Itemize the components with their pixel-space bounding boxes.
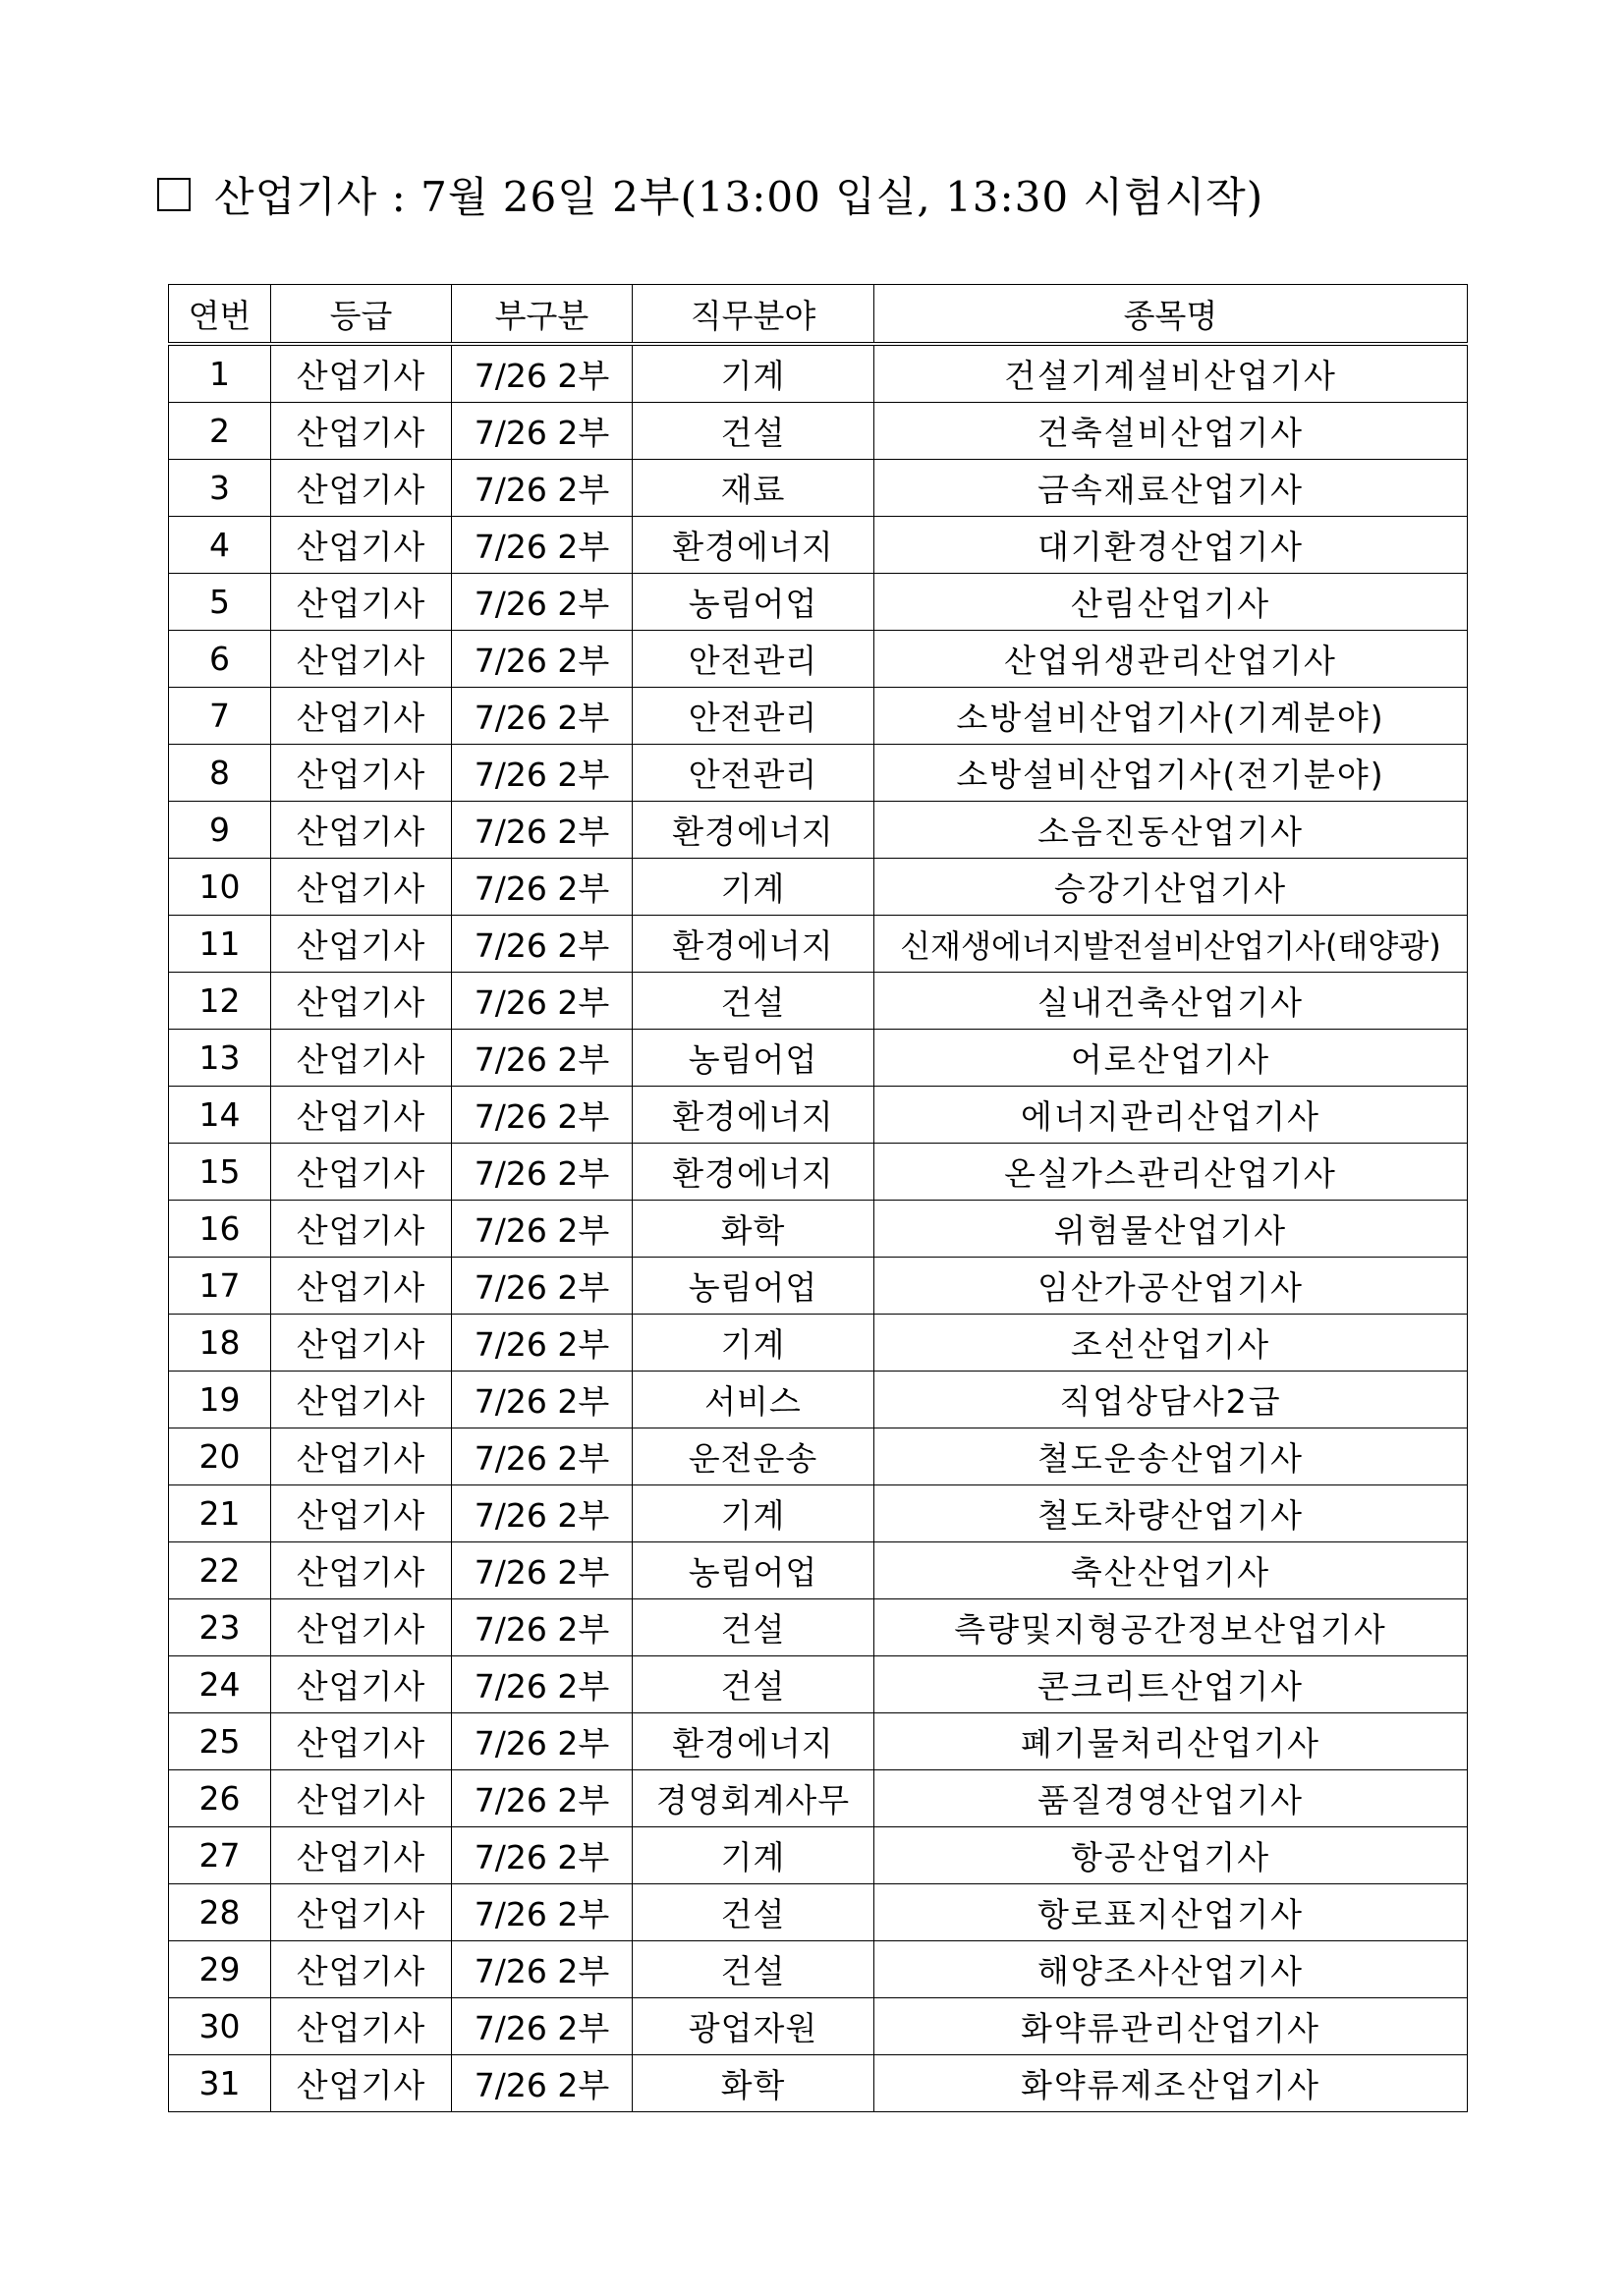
cell-no: 19 [169,1372,271,1428]
cell-grade: 산업기사 [271,1941,452,1998]
cell-field: 건설 [633,1599,874,1656]
cell-field: 기계 [633,1827,874,1884]
table-row [169,1087,1468,1144]
cell-grade: 산업기사 [271,631,452,688]
cell-name: 직업상담사2급 [874,1372,1468,1428]
cell-name: 해양조사산업기사 [874,1941,1468,1998]
cell-field: 건설 [633,973,874,1030]
cell-no: 17 [169,1258,271,1315]
cell-name: 건설기계설비산업기사 [874,344,1468,403]
cell-name: 산림산업기사 [874,574,1468,631]
cell-grade: 산업기사 [271,1884,452,1941]
cell-session: 7/26 2부 [452,802,633,859]
cell-no: 8 [169,745,271,802]
cell-session: 7/26 2부 [452,1884,633,1941]
table-row [169,1428,1468,1485]
cell-grade: 산업기사 [271,1087,452,1144]
cell-no: 18 [169,1315,271,1372]
cell-session: 7/26 2부 [452,1713,633,1770]
table-row [169,1542,1468,1599]
cell-field: 환경에너지 [633,517,874,574]
cell-field: 농림어업 [633,1542,874,1599]
table-row [169,517,1468,574]
cell-name: 축산산업기사 [874,1542,1468,1599]
cell-session: 7/26 2부 [452,1030,633,1087]
cell-name: 대기환경산업기사 [874,517,1468,574]
cell-no: 9 [169,802,271,859]
cell-no: 21 [169,1485,271,1542]
table-row [169,1941,1468,1998]
cell-session: 7/26 2부 [452,1599,633,1656]
cell-session: 7/26 2부 [452,2055,633,2112]
cell-session: 7/26 2부 [452,1258,633,1315]
cell-grade: 산업기사 [271,517,452,574]
cell-field: 안전관리 [633,631,874,688]
column-header-no: 연번 [169,285,271,345]
table-header [169,285,1468,345]
table-row [169,1030,1468,1087]
cell-field: 환경에너지 [633,916,874,973]
cell-grade: 산업기사 [271,2055,452,2112]
cell-no: 3 [169,460,271,517]
cell-session: 7/26 2부 [452,745,633,802]
cell-no: 16 [169,1201,271,1258]
table-row [169,802,1468,859]
cell-grade: 산업기사 [271,1713,452,1770]
cell-name: 신재생에너지발전설비산업기사(태양광) [874,916,1468,973]
cell-no: 4 [169,517,271,574]
table-row [169,688,1468,745]
column-header-session: 부구분 [452,285,633,345]
cell-field: 경영회계사무 [633,1770,874,1827]
table-row [169,1998,1468,2055]
cell-session: 7/26 2부 [452,1201,633,1258]
cell-no: 27 [169,1827,271,1884]
cell-session: 7/26 2부 [452,1372,633,1428]
cell-field: 재료 [633,460,874,517]
cell-name: 소음진동산업기사 [874,802,1468,859]
cell-session: 7/26 2부 [452,1770,633,1827]
table-row [169,859,1468,916]
cell-field: 안전관리 [633,688,874,745]
cell-no: 31 [169,2055,271,2112]
table-row [169,1770,1468,1827]
cell-grade: 산업기사 [271,344,452,403]
checkbox-square-icon [157,178,191,211]
table-body [169,344,1468,2112]
cell-session: 7/26 2부 [452,344,633,403]
cell-grade: 산업기사 [271,1372,452,1428]
cell-field: 건설 [633,1884,874,1941]
column-header-grade: 등급 [271,285,452,345]
cell-grade: 산업기사 [271,745,452,802]
cell-session: 7/26 2부 [452,403,633,460]
table-row [169,1144,1468,1201]
cell-session: 7/26 2부 [452,1827,633,1884]
cell-field: 건설 [633,1656,874,1713]
cell-name: 항공산업기사 [874,1827,1468,1884]
cell-grade: 산업기사 [271,1030,452,1087]
cell-grade: 산업기사 [271,1201,452,1258]
cell-field: 농림어업 [633,1030,874,1087]
table-row [169,1599,1468,1656]
cell-grade: 산업기사 [271,916,452,973]
cell-session: 7/26 2부 [452,1656,633,1713]
cell-no: 24 [169,1656,271,1713]
cell-grade: 산업기사 [271,1144,452,1201]
cell-no: 23 [169,1599,271,1656]
header-row [169,285,1468,345]
cell-name: 위험물산업기사 [874,1201,1468,1258]
cell-session: 7/26 2부 [452,688,633,745]
table-row [169,344,1468,403]
table-row [169,1827,1468,1884]
cell-grade: 산업기사 [271,1656,452,1713]
table-row [169,631,1468,688]
cell-field: 건설 [633,403,874,460]
cell-session: 7/26 2부 [452,460,633,517]
table-row [169,460,1468,517]
cell-grade: 산업기사 [271,1599,452,1656]
cell-session: 7/26 2부 [452,1315,633,1372]
cell-field: 기계 [633,344,874,403]
cell-name: 임산가공산업기사 [874,1258,1468,1315]
cell-session: 7/26 2부 [452,1941,633,1998]
cell-no: 30 [169,1998,271,2055]
cell-session: 7/26 2부 [452,631,633,688]
table-row [169,745,1468,802]
cell-name: 소방설비산업기사(전기분야) [874,745,1468,802]
cell-name: 에너지관리산업기사 [874,1087,1468,1144]
cell-field: 건설 [633,1941,874,1998]
cell-session: 7/26 2부 [452,859,633,916]
cell-name: 금속재료산업기사 [874,460,1468,517]
cell-no: 11 [169,916,271,973]
cell-name: 콘크리트산업기사 [874,1656,1468,1713]
cell-session: 7/26 2부 [452,1428,633,1485]
cell-name: 산업위생관리산업기사 [874,631,1468,688]
cell-name: 어로산업기사 [874,1030,1468,1087]
cell-grade: 산업기사 [271,859,452,916]
cell-field: 환경에너지 [633,1713,874,1770]
table-row [169,1884,1468,1941]
cell-no: 6 [169,631,271,688]
cell-session: 7/26 2부 [452,1998,633,2055]
cell-no: 14 [169,1087,271,1144]
cell-no: 25 [169,1713,271,1770]
table-row [169,1485,1468,1542]
cell-no: 22 [169,1542,271,1599]
table-row [169,1315,1468,1372]
table-row [169,973,1468,1030]
cell-session: 7/26 2부 [452,1542,633,1599]
cell-name: 실내건축산업기사 [874,973,1468,1030]
cell-session: 7/26 2부 [452,517,633,574]
cell-no: 12 [169,973,271,1030]
cell-name: 온실가스관리산업기사 [874,1144,1468,1201]
column-header-field: 직무분야 [633,285,874,345]
cell-name: 폐기물처리산업기사 [874,1713,1468,1770]
cell-field: 기계 [633,859,874,916]
cell-grade: 산업기사 [271,574,452,631]
cell-name: 건축설비산업기사 [874,403,1468,460]
cell-no: 1 [169,344,271,403]
cell-no: 20 [169,1428,271,1485]
cell-grade: 산업기사 [271,1998,452,2055]
cell-field: 환경에너지 [633,1144,874,1201]
cell-field: 기계 [633,1485,874,1542]
table-row [169,574,1468,631]
cell-grade: 산업기사 [271,1258,452,1315]
exam-schedule-table [168,284,1468,2112]
cell-no: 28 [169,1884,271,1941]
cell-field: 환경에너지 [633,802,874,859]
table-row [169,2055,1468,2112]
table-row [169,1713,1468,1770]
cell-field: 농림어업 [633,574,874,631]
cell-name: 화약류제조산업기사 [874,2055,1468,2112]
cell-field: 화학 [633,1201,874,1258]
cell-no: 15 [169,1144,271,1201]
cell-session: 7/26 2부 [452,916,633,973]
cell-grade: 산업기사 [271,1485,452,1542]
table-row [169,1372,1468,1428]
cell-no: 10 [169,859,271,916]
table-row [169,916,1468,973]
cell-name: 소방설비산업기사(기계분야) [874,688,1468,745]
cell-grade: 산업기사 [271,688,452,745]
cell-session: 7/26 2부 [452,973,633,1030]
cell-session: 7/26 2부 [452,574,633,631]
cell-name: 품질경영산업기사 [874,1770,1468,1827]
cell-field: 농림어업 [633,1258,874,1315]
cell-grade: 산업기사 [271,1542,452,1599]
cell-no: 13 [169,1030,271,1087]
cell-grade: 산업기사 [271,973,452,1030]
table-row [169,1656,1468,1713]
cell-name: 조선산업기사 [874,1315,1468,1372]
section-heading [157,165,1263,224]
cell-name: 승강기산업기사 [874,859,1468,916]
column-header-name: 종목명 [874,285,1468,345]
cell-no: 5 [169,574,271,631]
cell-field: 환경에너지 [633,1087,874,1144]
cell-grade: 산업기사 [271,802,452,859]
heading-text: 산업기사 : 7월 26일 2부(13:00 입실, 13:30 시험시작) [214,173,1264,221]
cell-grade: 산업기사 [271,1827,452,1884]
cell-grade: 산업기사 [271,1315,452,1372]
cell-grade: 산업기사 [271,460,452,517]
table-row [169,1258,1468,1315]
table-row [169,1201,1468,1258]
cell-session: 7/26 2부 [452,1144,633,1201]
cell-grade: 산업기사 [271,403,452,460]
cell-no: 2 [169,403,271,460]
cell-field: 광업자원 [633,1998,874,2055]
cell-grade: 산업기사 [271,1770,452,1827]
cell-field: 운전운송 [633,1428,874,1485]
cell-session: 7/26 2부 [452,1485,633,1542]
cell-field: 기계 [633,1315,874,1372]
cell-field: 서비스 [633,1372,874,1428]
cell-name: 항로표지산업기사 [874,1884,1468,1941]
cell-no: 7 [169,688,271,745]
cell-name: 측량및지형공간정보산업기사 [874,1599,1468,1656]
cell-no: 26 [169,1770,271,1827]
cell-field: 화학 [633,2055,874,2112]
cell-session: 7/26 2부 [452,1087,633,1144]
cell-name: 철도차량산업기사 [874,1485,1468,1542]
cell-field: 안전관리 [633,745,874,802]
cell-grade: 산업기사 [271,1428,452,1485]
cell-no: 29 [169,1941,271,1998]
cell-name: 화약류관리산업기사 [874,1998,1468,2055]
table-row [169,403,1468,460]
cell-name: 철도운송산업기사 [874,1428,1468,1485]
